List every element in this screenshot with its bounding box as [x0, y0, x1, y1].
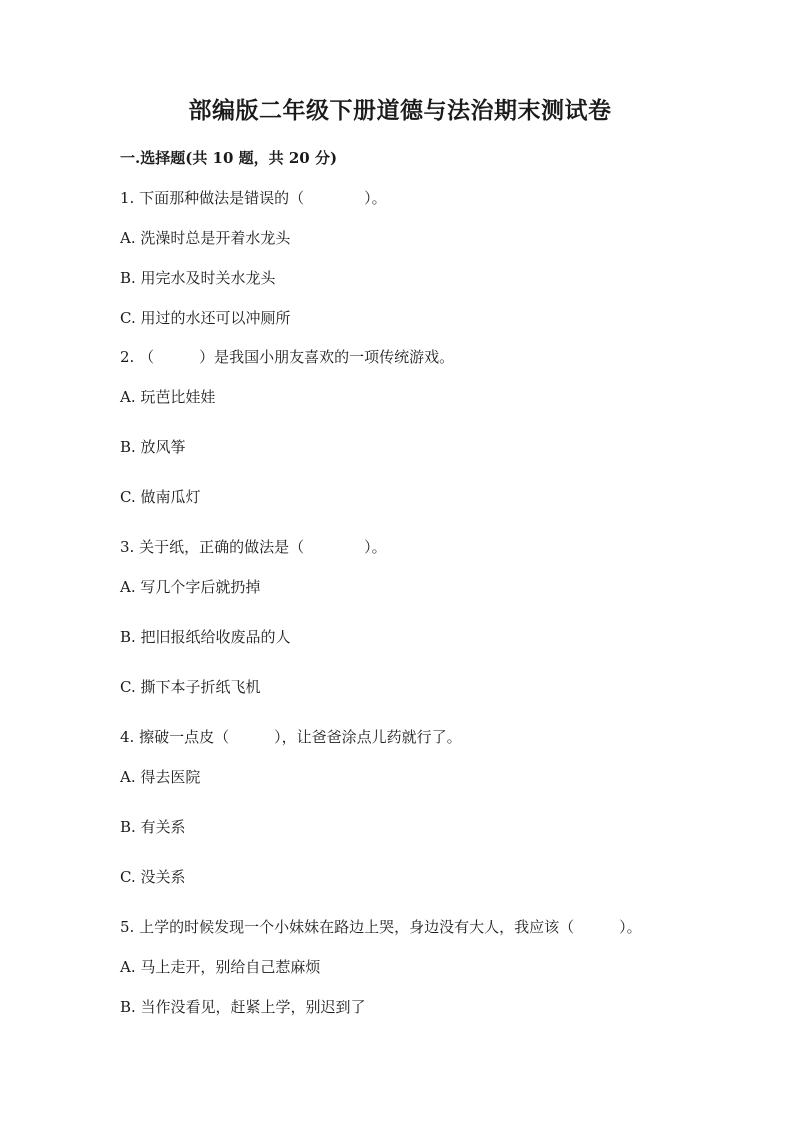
question-3-option-b: B. 把旧报纸给收废品的人 [120, 628, 291, 646]
question-4-option-b: B. 有关系 [120, 818, 186, 836]
question-1-stem: 1. 下面那种做法是错误的（ ）。 [120, 189, 387, 207]
question-4-option-a: A. 得去医院 [120, 768, 201, 786]
question-2-stem: 2. （ ）是我国小朋友喜欢的一项传统游戏。 [120, 348, 455, 366]
question-4-option-c: C. 没关系 [120, 868, 186, 886]
question-3-option-c: C. 撕下本子折纸飞机 [120, 678, 261, 696]
question-1-option-c: C. 用过的水还可以冲厕所 [120, 309, 291, 327]
question-2-option-b: B. 放风筝 [120, 438, 186, 456]
question-5-option-a: A. 马上走开，别给自己惹麻烦 [120, 958, 321, 976]
section-heading: 一.选择题(共 10 题，共 20 分) [120, 149, 338, 167]
question-2-option-a: A. 玩芭比娃娃 [120, 388, 216, 406]
question-5-option-b: B. 当作没看见，赶紧上学，别迟到了 [120, 998, 366, 1016]
question-2-option-c: C. 做南瓜灯 [120, 488, 201, 506]
page-title: 部编版二年级下册道德与法治期末测试卷 [188, 97, 612, 124]
question-4-stem: 4. 擦破一点皮（ ），让爸爸涂点儿药就行了。 [120, 728, 462, 746]
question-1-option-a: A. 洗澡时总是开着水龙头 [120, 229, 291, 247]
question-1-option-b: B. 用完水及时关水龙头 [120, 269, 276, 287]
question-5-stem: 5. 上学的时候发现一个小妹妹在路边上哭，身边没有大人，我应该（ ）。 [120, 918, 642, 936]
question-3-option-a: A. 写几个字后就扔掉 [120, 578, 261, 596]
question-3-stem: 3. 关于纸，正确的做法是（ ）。 [120, 538, 387, 556]
